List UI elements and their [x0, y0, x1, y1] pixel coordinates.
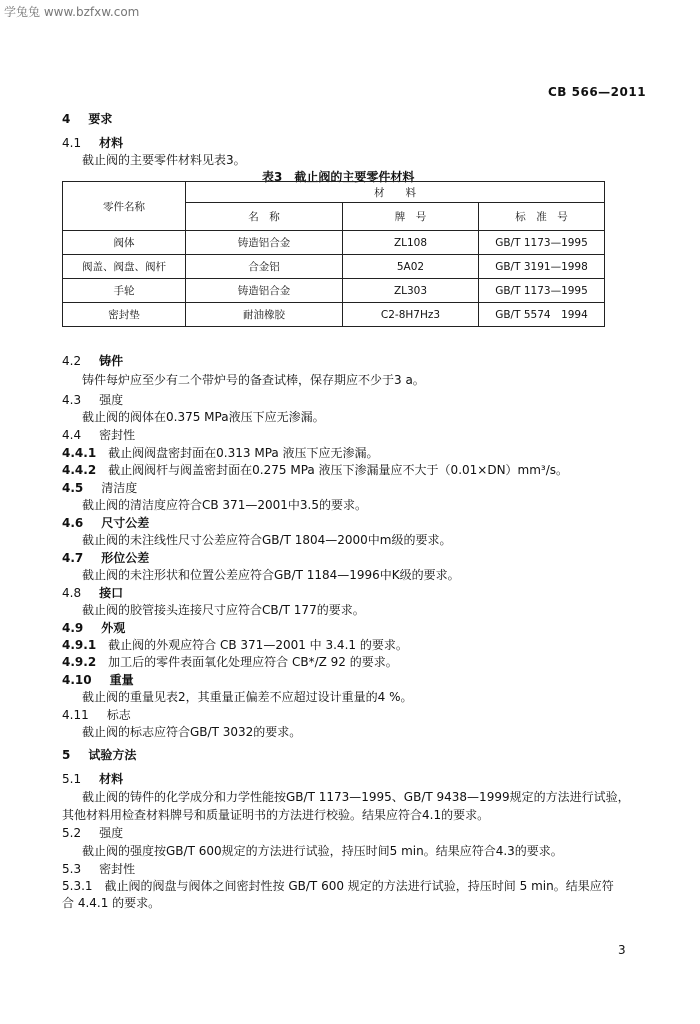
- section-5-1-heading: [62, 770, 123, 787]
- header-material: 材 料: [186, 182, 605, 203]
- table-caption: 表3 截止阀的主要零件材料: [262, 170, 415, 184]
- section-number: 4.2: [62, 354, 82, 368]
- section-4-10-heading: [62, 671, 134, 688]
- section-title: 密封性: [99, 862, 136, 876]
- section-number: 4.4.1: [62, 446, 97, 460]
- section-title: 尺寸公差: [101, 516, 150, 530]
- section-4-5-text: 截止阀的清洁度应符合CB 371—2001中3.5的要求。: [82, 498, 367, 512]
- section-text: 截止阀阀杆与阀盖密封面在0.275 MPa 液压下渗漏量应不大于（0.01×DN）mm³/s。: [108, 463, 569, 477]
- section-number: 4.4: [62, 428, 82, 442]
- header-name: 名 称: [186, 203, 343, 231]
- section-4-7-heading: [62, 549, 149, 566]
- section-title: 标志: [106, 708, 131, 722]
- table-row: [63, 279, 605, 303]
- section-number: 4.1: [62, 136, 82, 150]
- cell-name: 铸造铝合金: [186, 231, 343, 255]
- section-4-11-heading: [62, 706, 131, 723]
- section-4-3-text: 截止阀的阀体在0.375 MPa液压下应无渗漏。: [82, 410, 325, 424]
- section-number: 5: [62, 748, 71, 762]
- section-4-2-text: 铸件每炉应至少有二个带炉号的备查试棒，保存期应不少于3 a。: [82, 373, 425, 387]
- cell-standard: GB/T 1173—1995: [479, 279, 605, 303]
- section-title: 重量: [109, 673, 134, 687]
- section-5-3-1-line2: 合 4.4.1 的要求。: [62, 896, 161, 910]
- section-number: 4.6: [62, 516, 84, 530]
- materials-table: [62, 181, 605, 327]
- section-number: 4.5: [62, 481, 84, 495]
- section-text: 截止阀的外观应符合 CB 371—2001 中 3.4.1 的要求。: [108, 638, 408, 652]
- section-4-heading: [62, 110, 112, 127]
- section-title: 密封性: [99, 428, 136, 442]
- cell-part: 密封垫: [63, 303, 186, 327]
- section-text: 截止阀阀盘密封面在0.313 MPa 液压下应无渗漏。: [108, 446, 379, 460]
- section-number: 5.1: [62, 772, 82, 786]
- section-5-2-text: 截止阀的强度按GB/T 600规定的方法进行试验，持压时间5 min。结果应符合4.3的要求。: [82, 844, 563, 858]
- table-row: [63, 255, 605, 279]
- section-title: 材料: [99, 136, 124, 150]
- cell-grade: 5A02: [343, 255, 479, 279]
- section-title: 材料: [99, 772, 124, 786]
- table-row: [63, 303, 605, 327]
- section-4-8-text: 截止阀的胶管接头连接尺寸应符合CB/T 177的要求。: [82, 603, 365, 617]
- section-4-3-heading: [62, 391, 123, 408]
- section-title: 外观: [101, 621, 126, 635]
- section-4-4-heading: [62, 426, 135, 443]
- section-4-8-heading: [62, 584, 123, 601]
- section-number: 4.4.2: [62, 463, 97, 477]
- section-title: 强度: [99, 826, 124, 840]
- cell-part: 阀体: [63, 231, 186, 255]
- section-4-10-text: 截止阀的重量见表2，其重量正偏差不应超过设计重量的4 %。: [82, 690, 413, 704]
- cell-standard: GB/T 5574 1994: [479, 303, 605, 327]
- cell-name: 耐油橡胶: [186, 303, 343, 327]
- section-5-heading: [62, 746, 136, 763]
- cell-part: 阀盖、阀盘、阀杆: [63, 255, 186, 279]
- header-standard: 标 准 号: [479, 203, 605, 231]
- section-4-9-heading: [62, 619, 125, 636]
- cell-name: 合金铝: [186, 255, 343, 279]
- standard-code-header: CB 566—2011: [548, 85, 647, 99]
- section-5-1-text-line2: 其他材料用检查材料牌号和质量证明书的方法进行校验。结果应符合4.1的要求。: [62, 808, 490, 822]
- cell-standard: GB/T 3191—1998: [479, 255, 605, 279]
- section-4-7-text: 截止阀的未注形状和位置公差应符合GB/T 1184—1996中K级的要求。: [82, 568, 460, 582]
- section-number: 4.3: [62, 393, 82, 407]
- section-4-9-1: [62, 636, 408, 653]
- cell-grade: ZL303: [343, 279, 479, 303]
- header-grade: 牌 号: [343, 203, 479, 231]
- section-number: 5.2: [62, 826, 82, 840]
- cell-part: 手轮: [63, 279, 186, 303]
- section-title: 清洁度: [101, 481, 138, 495]
- cell-name: 铸造铝合金: [186, 279, 343, 303]
- section-title: 形位公差: [101, 551, 150, 565]
- section-number: 4.9.1: [62, 638, 97, 652]
- section-text: 截止阀的阀盘与阀体之间密封性按 GB/T 600 规定的方法进行试验，持压时间 5 min。结果应符: [104, 879, 614, 893]
- section-4-9-2: [62, 653, 398, 670]
- section-number: 5.3.1: [62, 879, 93, 893]
- section-5-3-1: [62, 877, 614, 894]
- section-5-3-heading: [62, 860, 135, 877]
- section-5-2-heading: [62, 824, 123, 841]
- section-4-2-heading: [62, 352, 123, 369]
- section-4-6-text: 截止阀的未注线性尺寸公差应符合GB/T 1804—2000中m级的要求。: [82, 533, 452, 547]
- section-4-1-text: 截止阀的主要零件材料见表3。: [82, 153, 246, 167]
- section-title: 强度: [99, 393, 124, 407]
- section-number: 4.7: [62, 551, 84, 565]
- section-text: 加工后的零件表面氧化处理应符合 CB*/Z 92 的要求。: [108, 655, 398, 669]
- section-number: 4.9.2: [62, 655, 97, 669]
- section-title: 铸件: [99, 354, 124, 368]
- section-4-4-2: [62, 461, 568, 478]
- table-row: [63, 231, 605, 255]
- section-number: 4.8: [62, 586, 82, 600]
- section-title: 试验方法: [88, 748, 137, 762]
- page-number: 3: [618, 943, 626, 957]
- section-number: 4.11: [62, 708, 89, 722]
- section-title: 接口: [99, 586, 124, 600]
- header-part-name: 零件名称: [63, 182, 186, 231]
- section-number: 4.10: [62, 673, 92, 687]
- section-number: 4: [62, 112, 71, 126]
- cell-grade: C2-8H7Hz3: [343, 303, 479, 327]
- section-5-1-text-line1: 截止阀的铸件的化学成分和力学性能按GB/T 1173—1995、GB/T 9438—1999规定的方法进行试验，: [82, 790, 630, 804]
- cell-grade: ZL108: [343, 231, 479, 255]
- section-4-11-text: 截止阀的标志应符合GB/T 3032的要求。: [82, 725, 302, 739]
- section-4-1-heading: [62, 134, 123, 151]
- section-number: 4.9: [62, 621, 84, 635]
- section-number: 5.3: [62, 862, 82, 876]
- section-4-5-heading: [62, 479, 137, 496]
- watermark: 学兔兔 www.bzfxw.com: [4, 5, 140, 19]
- section-4-6-heading: [62, 514, 149, 531]
- cell-standard: GB/T 1173—1995: [479, 231, 605, 255]
- section-4-4-1: [62, 444, 379, 461]
- section-title: 要求: [88, 112, 113, 126]
